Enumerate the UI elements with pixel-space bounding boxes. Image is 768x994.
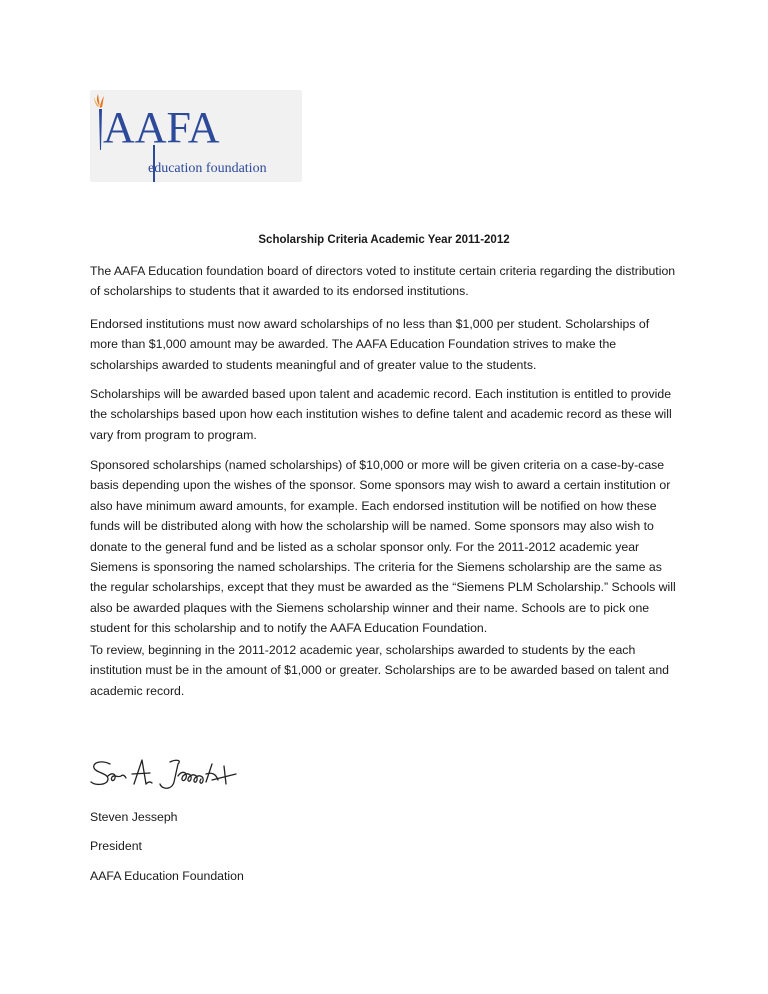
aafa-logo	[90, 90, 302, 182]
paragraph-5: To review, beginning in the 2011-2012 academic year, scholarships awarded to students by the each institution must be in the amount of $1,000 or greater. Scholarships are to be awarded based on talent and academic record.	[90, 643, 670, 698]
logo-letters: AAFA	[103, 103, 220, 152]
signer-name: Steven Jesseph	[90, 810, 178, 824]
paragraph-2: Endorsed institutions must now award scholarships of no less than $1,000 per student. Scholarships of more than $1,000 amount may be awarded. The AAFA Education Foundation strives to make the scholarships awarded to students meaningful and of greater value to the students.	[90, 317, 650, 372]
handwritten-signature	[88, 756, 248, 799]
paragraph-4: Sponsored scholarships (named scholarships) of $10,000 or more will be given criteria on a case-by-case basis depending upon the wishes of the sponsor. Some sponsors may wish to award a certain institution or also have minimum award amounts, for example. Each endorsed institution will be notified on how these funds will be distributed along with how the scholarship will be named. Some sponsors may also wish to donate to the general fund and be listed as a scholar sponsor only. For the 2011-2012 academic year Siemens is sponsoring the named scholarships. The criteria for the Siemens scholarship are the same as the regular scholarships, except that they must be awarded as the “Siemens PLM Scholarship.” Schools will also be awarded plaques with the Siemens scholarship winner and their name. Schools are to pick one student for this scholarship and to notify the AAFA Education Foundation.	[90, 458, 676, 636]
signer-organization: AAFA Education Foundation	[90, 869, 244, 883]
document-title: Scholarship Criteria Academic Year 2011-2012	[258, 234, 510, 246]
paragraph-3: Scholarships will be awarded based upon talent and academic record. Each institution is entitled to provide the scholarships based upon how each institution wishes to define talent and academic record as these will vary from program to program.	[90, 387, 672, 442]
paragraph-1: The AAFA Education foundation board of directors voted to institute certain criteria regarding the distribution of scholarships to students that it awarded to its endorsed institutions.	[90, 264, 676, 299]
signer-role: President	[90, 839, 142, 853]
logo-subtitle: education foundation	[148, 161, 267, 176]
